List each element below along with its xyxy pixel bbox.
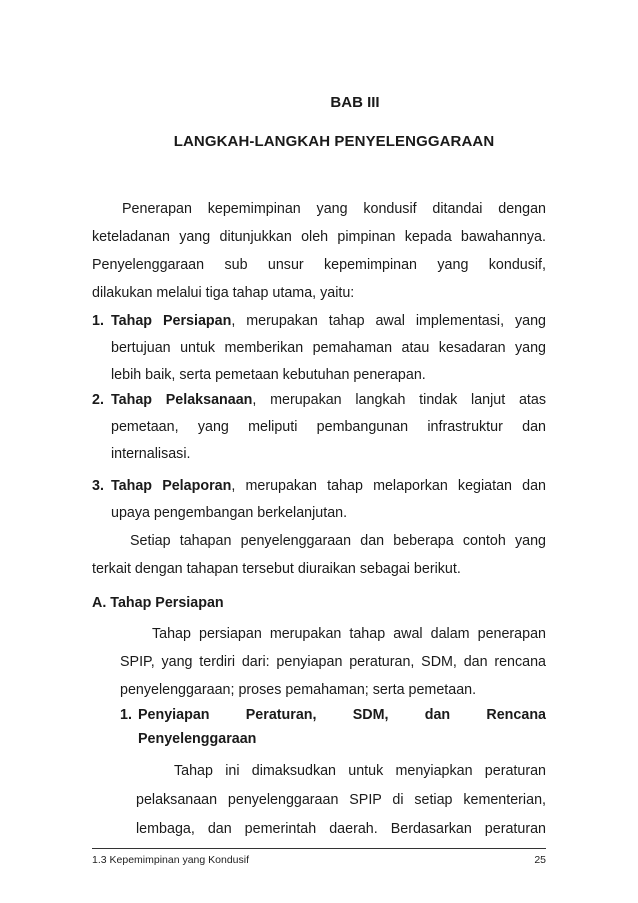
stage-list-item (92, 308, 546, 389)
text-line: Setiap tahapan penyelenggaraan dan beberapa contoh yang (130, 533, 546, 549)
section-heading: A. Tahap Persiapan (92, 595, 224, 611)
stage-name: Tahap Persiapan (111, 313, 232, 329)
subsection-heading-line: Penyelenggaraan (138, 731, 257, 747)
stage-list-item (92, 387, 546, 468)
stage-name: Tahap Pelaporan (111, 478, 232, 494)
chapter-title: LANGKAH-LANGKAH PENYELENGGARAAN (173, 133, 495, 150)
text-line: Tahap ini dimaksudkan untuk menyiapkan peraturan (174, 763, 546, 779)
list-number: 3. (92, 478, 104, 494)
subsection-paragraph (136, 757, 546, 844)
page-number: 25 (534, 854, 546, 866)
subsection-heading-line: Penyiapan Peraturan, SDM, dan Rencana (138, 707, 546, 723)
section-paragraph (120, 620, 546, 704)
text-line: lebih baik, serta pemetaan kebutuhan penerapan. (111, 367, 426, 383)
text-line: dilakukan melalui tiga tahap utama, yaitu: (92, 285, 355, 301)
list-number: 2. (92, 392, 104, 408)
text-line: lembaga, dan pemerintah daerah. Berdasarkan peraturan (136, 821, 546, 837)
text-line: Tahap Pelaporan, merupakan tahap melaporkan kegiatan dan (111, 478, 546, 494)
text-line: pelaksanaan penyelenggaraan SPIP di setiap kementerian, (136, 792, 546, 808)
text-line: upaya pengembangan berkelanjutan. (111, 505, 348, 521)
text-line: Penerapan kepemimpinan yang kondusif ditandai dengan (122, 201, 546, 217)
transition-paragraph (92, 527, 546, 583)
text-line: Penyelenggaraan sub unsur kepemimpinan yang kondusif, (92, 257, 546, 273)
text-line: internalisasi. (111, 446, 191, 462)
list-number: 1. (92, 313, 104, 329)
text-line: terkait dengan tahapan tersebut diuraikan sebagai berikut. (92, 561, 461, 577)
intro-paragraph (92, 195, 546, 307)
text-line: pemetaan, yang meliputi pembangunan infrastruktur dan (111, 419, 546, 435)
stage-name: Tahap Pelaksanaan (111, 392, 253, 408)
footer-divider (92, 848, 546, 849)
stage-list-item (92, 473, 546, 527)
text-line: penyelenggaraan; proses pemahaman; serta pemetaan. (120, 682, 477, 698)
text-line: keteladanan yang ditunjukkan oleh pimpinan kepada bawahannya. (92, 229, 546, 245)
subsection-number: 1. (120, 707, 132, 723)
text-line: Tahap Persiapan, merupakan tahap awal implementasi, yang (111, 313, 546, 329)
text-line: bertujuan untuk memberikan pemahaman atau kesadaran yang (111, 340, 546, 356)
text-line: Tahap persiapan merupakan tahap awal dalam penerapan (152, 626, 546, 642)
text-line: Tahap Pelaksanaan, merupakan langkah tindak lanjut atas (111, 392, 546, 408)
chapter-heading: BAB III (330, 94, 380, 111)
text-line: SPIP, yang terdiri dari: penyiapan peraturan, SDM, dan rencana (120, 654, 546, 670)
footer-section-title: 1.3 Kepemimpinan yang Kondusif (92, 854, 250, 866)
